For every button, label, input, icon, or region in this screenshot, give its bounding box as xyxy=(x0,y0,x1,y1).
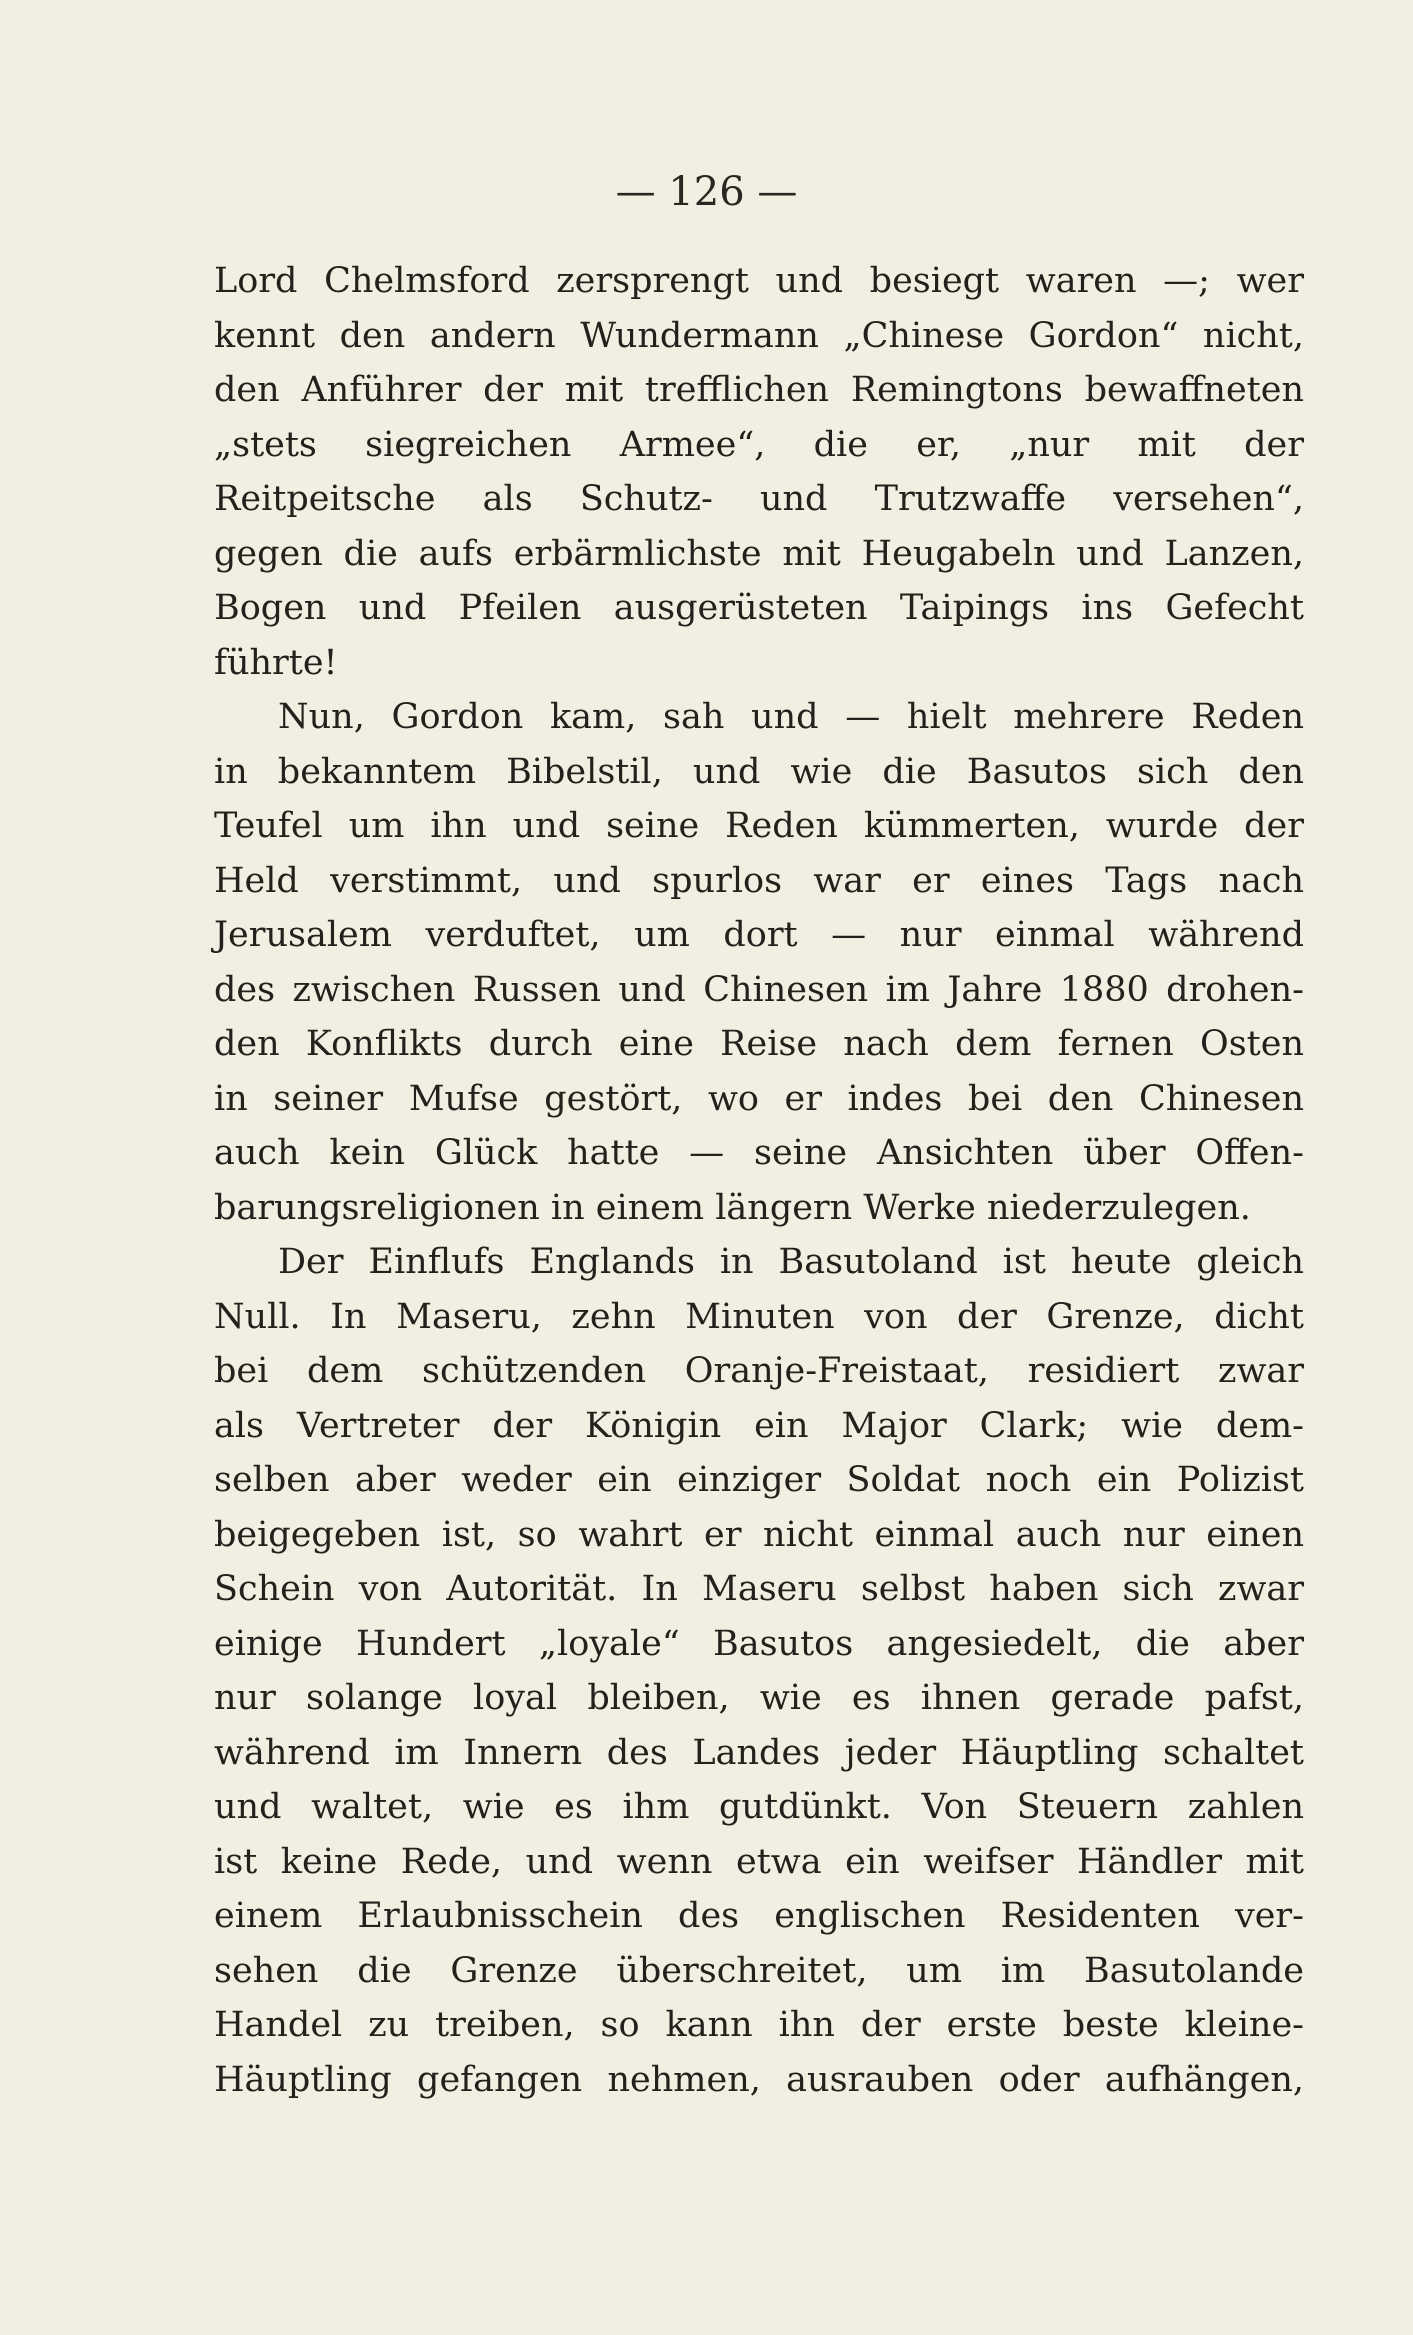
text-line: und waltet, wie es ihm gutdünkt. Von Steuern zahlen xyxy=(214,1787,1304,1827)
text-line: Schein von Autorität. In Maseru selbst haben sich zwar xyxy=(214,1569,1304,1609)
text-line: bei dem schützenden Oranje-Freistaat, residiert zwar xyxy=(214,1351,1304,1391)
text-line: während im Innern des Landes jeder Häuptling schaltet xyxy=(214,1732,1304,1773)
text-line: sehen die Grenze überschreitet, um im Basutolande xyxy=(214,1950,1304,1991)
text-line: Der Einflufs Englands in Basutoland ist heute gleich xyxy=(278,1242,1304,1282)
text-line: in seiner Mufse gestört, wo er indes bei den Chinesen xyxy=(214,1078,1304,1119)
text-line: Nun, Gordon kam, sah und — hielt mehrere Reden xyxy=(278,697,1304,737)
text-line: Handel zu treiben, so kann ihn der erste beste kleine- xyxy=(214,2005,1304,2045)
text-line: Lord Chelmsford zersprengt und besiegt waren —; wer xyxy=(214,261,1304,301)
text-line: Null. In Maseru, zehn Minuten von der Grenze, dicht xyxy=(214,1296,1304,1337)
text-line: den Konflikts durch eine Reise nach dem fernen Osten xyxy=(214,1024,1304,1064)
text-line: kennt den andern Wundermann „Chinese Gordon“ nicht, xyxy=(214,315,1304,356)
text-line: Teufel um ihn und seine Reden kümmerten, wurde der xyxy=(214,806,1304,846)
text-line: Reitpeitsche als Schutz- und Trutzwaffe versehen“, xyxy=(214,479,1304,519)
body-text xyxy=(214,254,1304,2107)
text-line: führte! xyxy=(214,642,338,683)
text-line: Held verstimmt, und spurlos war er eines Tags nach xyxy=(214,860,1304,901)
text-line: barungsreligionen in einem längern Werke niederzulegen. xyxy=(214,1187,1251,1228)
text-line: einem Erlaubnisschein des englischen Residenten ver- xyxy=(214,1896,1304,1936)
text-line: den Anführer der mit trefflichen Remingtons bewaffneten xyxy=(214,370,1304,410)
text-line: ist keine Rede, und wenn etwa ein weifser Händler mit xyxy=(214,1841,1304,1882)
text-line: gegen die aufs erbärmlichste mit Heugabeln und Lanzen, xyxy=(214,533,1304,574)
text-line: einige Hundert „loyale“ Basutos angesiedelt, die aber xyxy=(214,1623,1304,1664)
text-line: des zwischen Russen und Chinesen im Jahre 1880 drohen- xyxy=(214,969,1304,1010)
text-line: auch kein Glück hatte — seine Ansichten über Offen- xyxy=(214,1133,1304,1173)
text-line: „stets siegreichen Armee“, die er, „nur mit der xyxy=(214,424,1304,465)
text-line: beigegeben ist, so wahrt er nicht einmal auch nur einen xyxy=(214,1514,1304,1555)
text-line: nur solange loyal bleiben, wie es ihnen gerade pafst, xyxy=(214,1678,1304,1718)
page-number: — 126 — xyxy=(615,169,798,215)
text-line: Bogen und Pfeilen ausgerüsteten Taipings ins Gefecht xyxy=(214,588,1304,628)
text-line: selben aber weder ein einziger Soldat noch ein Polizist xyxy=(214,1460,1304,1500)
text-line: in bekanntem Bibelstil, und wie die Basutos sich den xyxy=(214,751,1304,792)
text-line: Jerusalem verduftet, um dort — nur einmal während xyxy=(214,915,1304,955)
text-line: Häuptling gefangen nehmen, ausrauben oder aufhängen, xyxy=(214,2059,1304,2100)
text-line: als Vertreter der Königin ein Major Clark; wie dem- xyxy=(214,1405,1304,1446)
